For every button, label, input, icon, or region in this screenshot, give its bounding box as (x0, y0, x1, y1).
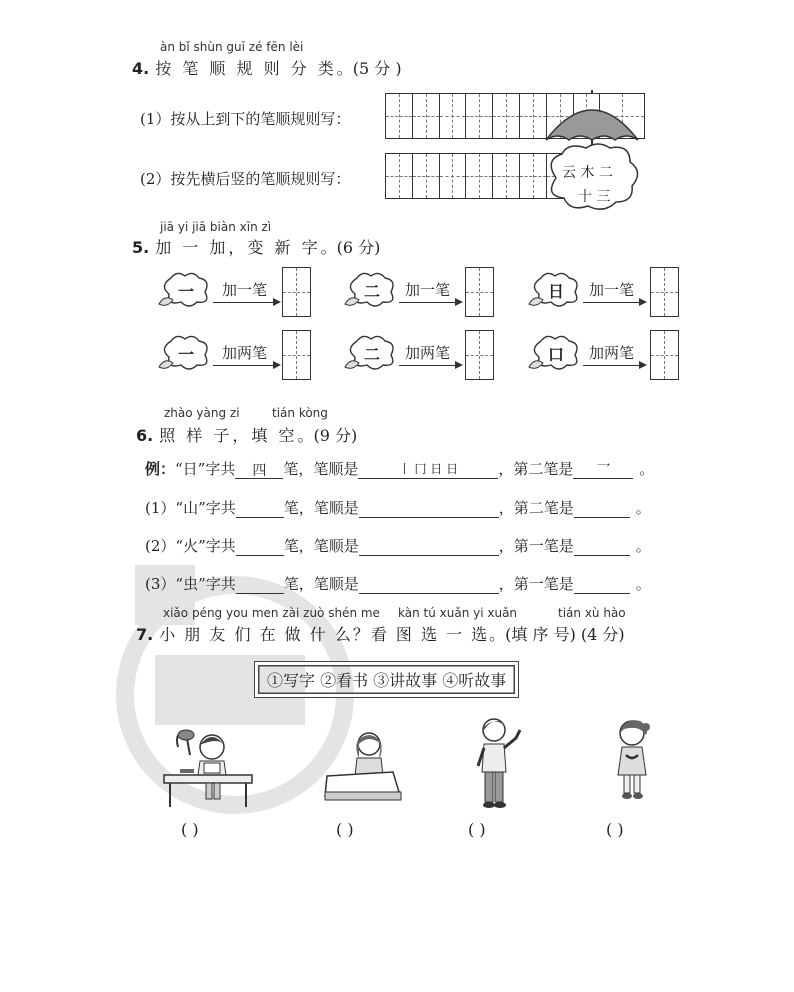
q6-example-tail: ，第二笔是 (498, 460, 574, 478)
writing-cell[interactable] (283, 268, 310, 316)
q6-example-mid: 笔，笔顺是 (283, 460, 359, 478)
q6-example-stroke: 乛 (573, 460, 633, 479)
q6-example-order: 丨 冂 日 日 (358, 460, 498, 479)
q5-arrow-label: 加两笔 (589, 344, 635, 362)
q4-score: 。(5 分 ) (336, 59, 402, 78)
q6-item-label: (1）“山”字共 (145, 499, 236, 517)
q6-example-end: 。 (639, 460, 655, 478)
q7-title-text: 小 朋 友 们 在 做 什 么？看 图 选 一 选 (159, 625, 490, 644)
q6-title-text: 照 样 子，填 空 (159, 426, 298, 445)
q6-example-line (145, 458, 654, 479)
q6-item-tail: ，第一笔是 (498, 575, 574, 593)
q6-order-input[interactable] (359, 537, 499, 556)
arrow-right-icon (213, 365, 279, 366)
q5-number: 5. (132, 238, 150, 257)
q6-item-tail: ，第二笔是 (498, 499, 574, 517)
q5-char: 日 (548, 282, 565, 301)
q7-pinyin-1: xiǎo péng you men zài zuò shén me (163, 606, 380, 620)
q6-item-1 (145, 497, 651, 518)
writing-cell[interactable] (466, 331, 493, 379)
q4-title-text: 按 笔 顺 规 则 分 类 (155, 59, 337, 78)
q6-score: 。(9 分) (297, 426, 358, 445)
q5-answer-box[interactable] (282, 267, 311, 317)
writing-cell[interactable] (440, 94, 467, 138)
q6-item-end: 。 (635, 537, 651, 555)
q6-count-input[interactable] (236, 575, 284, 594)
q6-stroke-input[interactable] (574, 575, 630, 594)
q7-answer-paren-3[interactable]: ( ) (468, 820, 486, 839)
q6-item-end: 。 (635, 499, 651, 517)
writing-cell[interactable] (440, 154, 467, 198)
q7-options-box: ①写字 ②看书 ③讲故事 ④听故事 (254, 661, 519, 698)
q6-example-prefix: 例： (145, 460, 176, 478)
q5-char: 一 (178, 282, 195, 301)
writing-cell[interactable] (413, 154, 440, 198)
q5-answer-box[interactable] (282, 330, 311, 380)
q5-char: 二 (364, 345, 381, 364)
q6-item-end: 。 (635, 575, 651, 593)
q5-answer-box[interactable] (465, 330, 494, 380)
q6-item-label: (2）“火”字共 (145, 537, 236, 555)
q6-example-count: 四 (235, 460, 283, 479)
q6-example-char: “日”字共 (175, 460, 236, 478)
q4-chars-line2: 十 三 (578, 189, 611, 205)
child-writing-icon (323, 730, 403, 802)
q6-item-tail: ，第一笔是 (498, 537, 574, 555)
q4-pinyin: àn bǐ shùn guī zé fēn lèi (160, 40, 304, 54)
q6-item-3 (145, 573, 651, 594)
q5-arrow-label: 加一笔 (589, 281, 635, 299)
q5-char: 一 (178, 345, 195, 364)
q5-arrow-label: 加两笔 (222, 344, 268, 362)
q6-count-input[interactable] (236, 537, 284, 556)
writing-cell[interactable] (466, 268, 493, 316)
q5-arrow-label: 加一笔 (405, 281, 451, 299)
q5-pinyin: jiā yi jiā biàn xīn zì (160, 220, 272, 234)
arrow-right-icon (399, 302, 461, 303)
q4-item2-label: (2）按先横后竖的笔顺规则写： (140, 170, 351, 188)
q6-item-2 (145, 535, 651, 556)
q6-stroke-input[interactable] (574, 499, 630, 518)
writing-cell[interactable] (466, 94, 493, 138)
boy-storytelling-icon (472, 716, 532, 811)
writing-cell[interactable] (651, 331, 678, 379)
q5-title (132, 235, 380, 258)
writing-cell[interactable] (413, 94, 440, 138)
q5-char: 口 (548, 345, 565, 364)
q6-number: 6. (136, 426, 154, 445)
q7-pinyin-2: kàn tú xuǎn yi xuǎn (398, 606, 518, 620)
q6-item-mid: 笔，笔顺是 (283, 575, 359, 593)
q5-arrow-label: 加一笔 (222, 281, 268, 299)
q7-answer-paren-2[interactable]: ( ) (336, 820, 354, 839)
q7-number: 7. (136, 625, 154, 644)
q6-order-input[interactable] (359, 575, 499, 594)
q7-title (136, 622, 625, 645)
writing-cell[interactable] (386, 94, 413, 138)
writing-cell[interactable] (283, 331, 310, 379)
writing-cell[interactable] (466, 154, 493, 198)
q5-title-text: 加 一 加，变 新 字 (155, 238, 321, 257)
writing-cell[interactable] (493, 94, 520, 138)
child-reading-icon (160, 725, 255, 810)
q6-item-mid: 笔，笔顺是 (283, 499, 359, 517)
writing-cell[interactable] (386, 154, 413, 198)
q6-order-input[interactable] (359, 499, 499, 518)
q7-answer-paren-1[interactable]: ( ) (181, 820, 199, 839)
q5-answer-box[interactable] (650, 267, 679, 317)
arrow-right-icon (583, 302, 645, 303)
q6-item-mid: 笔，笔顺是 (283, 537, 359, 555)
q5-answer-box[interactable] (465, 267, 494, 317)
q5-answer-box[interactable] (650, 330, 679, 380)
q6-pinyin-1: zhào yàng zi (164, 406, 240, 420)
q4-number: 4. (132, 59, 150, 78)
arrow-right-icon (583, 365, 645, 366)
q6-title (136, 423, 357, 446)
q6-count-input[interactable] (236, 499, 284, 518)
q7-answer-paren-4[interactable]: ( ) (606, 820, 624, 839)
q6-item-label: (3）“虫”字共 (145, 575, 236, 593)
q6-pinyin-2: tián kòng (272, 406, 328, 420)
q7-pinyin-3: tián xù hào (558, 606, 626, 620)
q4-item1-label: (1）按从上到下的笔顺规则写： (140, 110, 351, 128)
q5-arrow-label: 加两笔 (405, 344, 451, 362)
q5-score: 。(6 分) (320, 238, 381, 257)
arrow-right-icon (213, 302, 279, 303)
q7-score: 。(填 序 号) (4 分) (489, 625, 625, 644)
girl-listening-icon (606, 717, 658, 802)
writing-cell[interactable] (493, 154, 520, 198)
q6-stroke-input[interactable] (574, 537, 630, 556)
q5-char: 二 (364, 282, 381, 301)
arrow-right-icon (399, 365, 461, 366)
q4-title (132, 56, 402, 79)
q4-chars-line1: 云 木 二 (562, 165, 613, 181)
writing-cell[interactable] (651, 268, 678, 316)
